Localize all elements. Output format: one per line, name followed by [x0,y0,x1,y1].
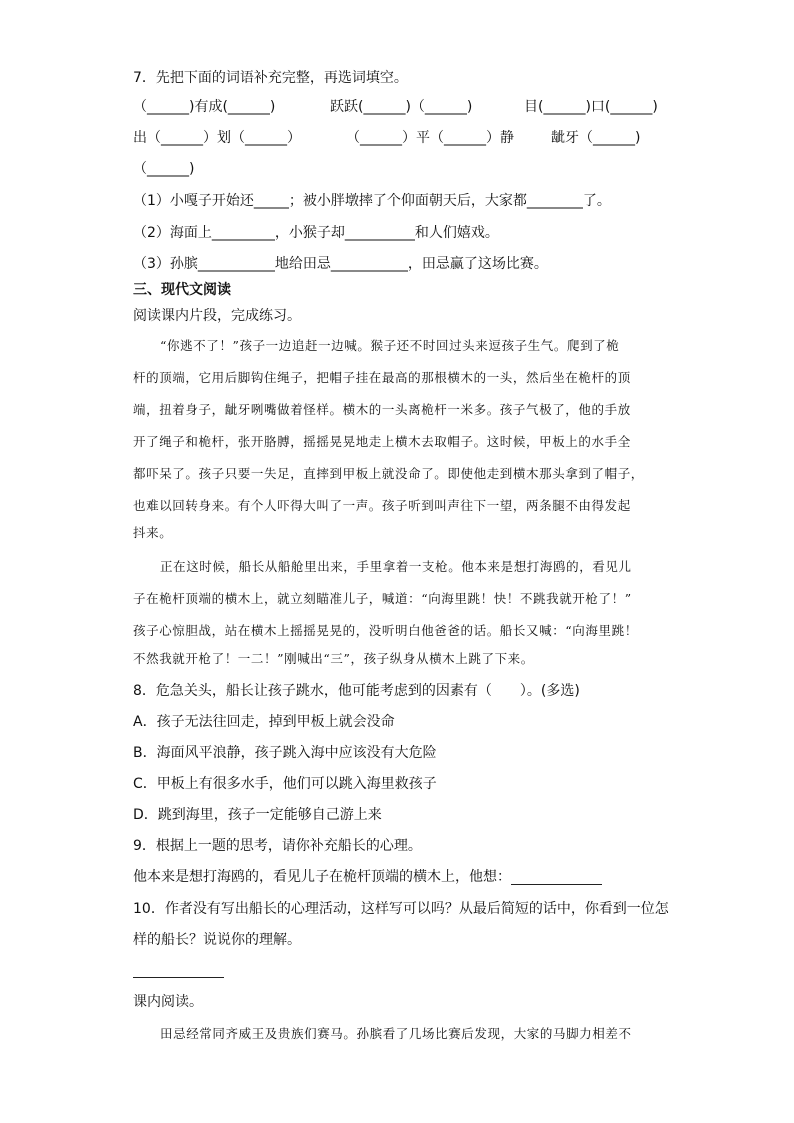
q9-prompt: 他本来是想打海鸥的，看见儿子在桅杆顶端的横木上，他想： [133,869,511,885]
q7-row1-item3: 目(______)口(______) [524,99,658,115]
passage-line: 子在桅杆顶端的横木上，就立刻瞄准儿子，喊道：“向海里跳！快！不跳我就开枪了！” [133,591,632,606]
passage-line: 不然我就开枪了！一二！”刚喊出“三”，孩子纵身从横木上跳了下来。 [133,651,534,666]
q8-option-d: D．跳到海里，孩子一定能够自己游上来 [133,807,382,823]
q7-row3-item1: （______) [133,161,195,177]
q8-option-b: B．海面风平浪静，孩子跳入海中应该没有大危险 [133,745,437,761]
q9-question: 9．根据上一题的思考，请你补充船长的心理。 [133,838,422,854]
passage-line: 杆的顶端，它用后脚钩住绳子，把帽子挂在最高的那根横木的一头，然后坐在桅杆的顶 [133,370,631,385]
passage-line: “你逃不了！”孩子一边追赶一边喊。猴子还不时回过头来逗孩子生气。爬到了桅 [160,338,620,353]
passage-line: 孩子心惊胆战，站在横木上摇摇晃晃的，没听明白他爸爸的话。船长又喊：“向海里跳！ [133,623,638,638]
q7-row2-item1: 出（______）划（______） [133,130,301,146]
reading-intro: 阅读课内片段，完成练习。 [133,308,301,324]
reading2-intro: 课内阅读。 [133,994,203,1010]
q7-row1-item2: 跃跃(______)（______) [330,99,473,115]
q10-question-line1: 10．作者没有写出船长的心理活动，这样写可以吗？从最后简短的话中，你看到一位怎 [133,901,669,917]
passage-line: 端，扭着身子，龇牙咧嘴做着怪样。横木的一头离桅杆一米多。孩子气极了，他的手放 [133,402,631,417]
q10-question-line2: 样的船长？说说你的理解。 [133,932,301,948]
q7-row2-item2: （______）平（______）静 [346,130,514,146]
reading2-passage-line: 田忌经常同齐威王及贵族们赛马。孙膑看了几场比赛后发现，大家的马脚力相差不 [160,1026,632,1041]
q7-sentence-3: （3）孙膑___________地给田忌___________，田忌赢了这场比赛。 [133,256,548,272]
q7-row1-item1: （______)有成(______) [133,99,276,115]
passage-line: 也难以回转身来。有个人吓得大叫了一声。孩子听到叫声往下一望，两条腿不由得发起 [133,498,631,513]
q8-question: 8．危急关头，船长让孩子跳水，他可能考虑到的因素有（ ）。(多选) [133,683,580,699]
passage-line: 开了绳子和桅杆，张开胳膊，摇摇晃晃地走上横木去取帽子。这时候，甲板上的水手全 [133,434,631,449]
passage-line: 都吓呆了。孩子只要一失足，直摔到甲板上就没命了。即使他走到横木那头拿到了帽子， [133,466,644,481]
q7-row2-item3: 龇牙（______) [551,130,641,146]
q7-sentence-2: （2）海面上_________，小猴子却__________和人们嬉戏。 [133,225,499,241]
passage-line: 抖来。 [133,525,173,540]
q8-option-a: A．孩子无法往回走，掉到甲板上就会没命 [133,714,395,730]
q7-sentence-1: （1）小嘎子开始还_____；被小胖墩摔了个仰面朝天后，大家都________了。 [133,193,611,209]
passage-line: 正在这时候，船长从船舱里出来，手里拿着一支枪。他本来是想打海鸥的，看见儿 [160,559,632,574]
section-heading: 三、现代文阅读 [133,282,231,298]
q8-option-c: C．甲板上有很多水手，他们可以跳入海里救孩子 [133,776,437,792]
q10-answer-line [133,977,224,978]
q7-title: 7．先把下面的词语补充完整，再选词填空。 [133,70,408,86]
q9-answer-line [511,884,602,885]
